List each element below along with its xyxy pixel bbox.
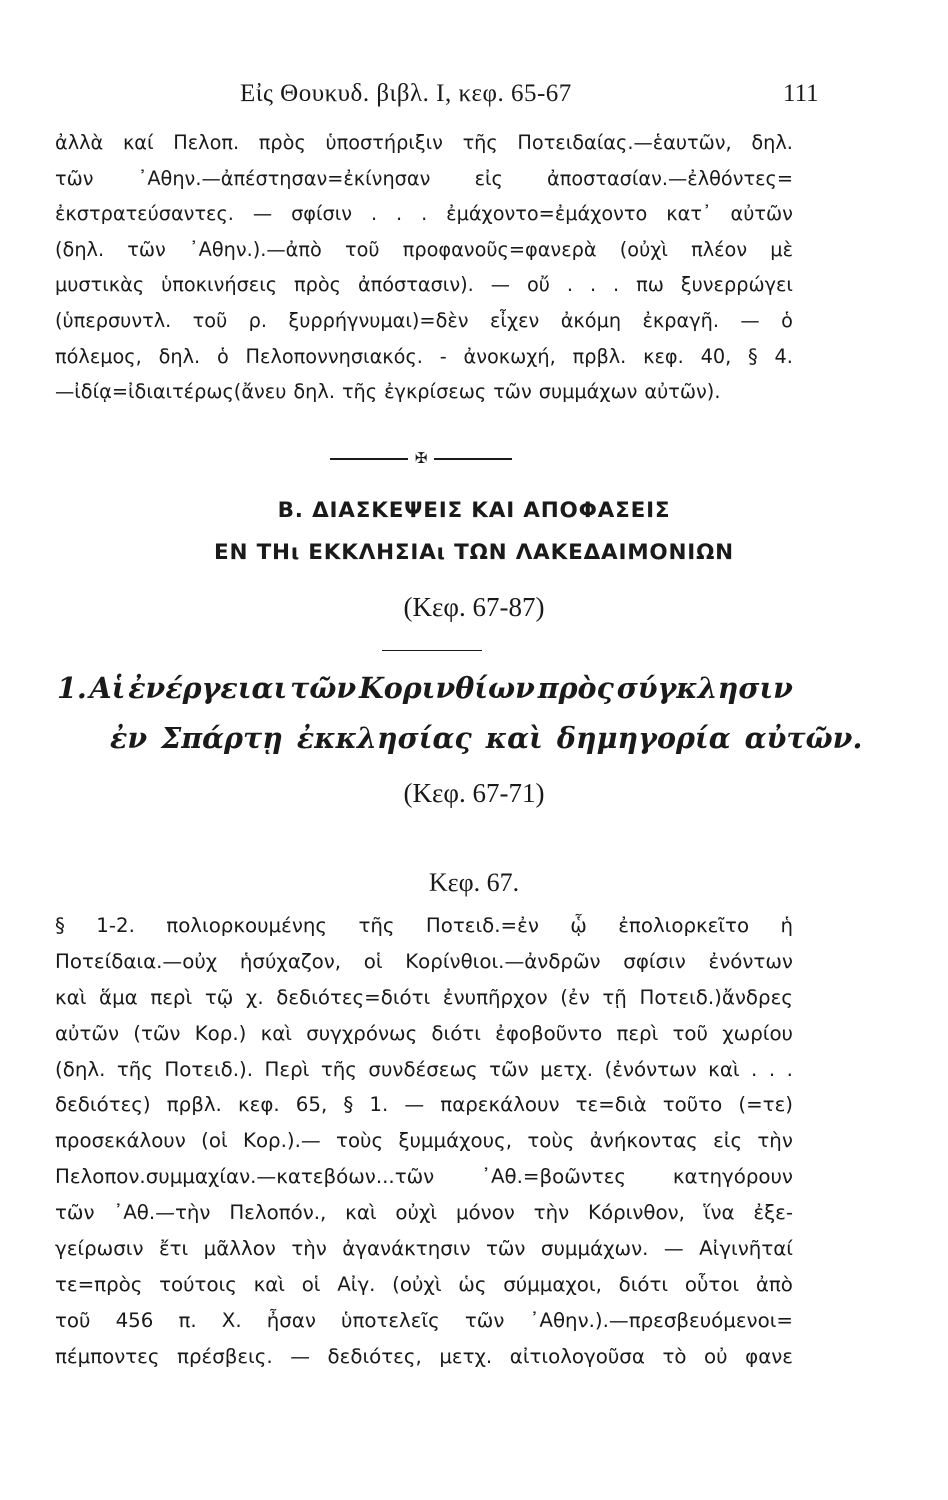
word: τῶν: [485, 1237, 526, 1261]
text-line: [55, 125, 793, 161]
word: κεφ.: [643, 344, 684, 368]
word: ᾿Αθ.—τὴν: [113, 1201, 211, 1225]
word: τῇ: [602, 985, 627, 1009]
title-word: 1.: [57, 671, 87, 705]
word: τούτοις: [159, 1272, 237, 1296]
word: (τῶν: [133, 1021, 181, 1045]
word: δεδιότες): [55, 1093, 151, 1117]
word: Ποτειδαίας.—ἑαυτῶν,: [517, 131, 732, 154]
word: καὶ: [708, 1057, 740, 1081]
word: ξυνερρώγει: [680, 273, 793, 297]
word: αὐτῶν).: [644, 380, 721, 404]
word: τὸ: [662, 1344, 687, 1368]
word: Αἰγ.: [337, 1272, 376, 1296]
word: τὴν: [533, 1201, 570, 1225]
word: κατηγόρουν: [672, 1165, 793, 1189]
word: (οὐχὶ: [619, 237, 668, 261]
subsection-title-line-1: [57, 671, 793, 705]
word: διότι: [431, 1021, 481, 1045]
word: Πελοποννησιακός.: [245, 344, 423, 368]
title-word: πρὸς: [537, 671, 614, 705]
word: ἀπὸ: [755, 1272, 793, 1296]
word: 1-2.: [96, 914, 135, 937]
word: ἐπολιορκεῖτο: [618, 914, 750, 937]
word: σφίσιν: [291, 202, 353, 226]
word: .: [613, 273, 620, 297]
word: §: [55, 914, 65, 937]
title-word: καὶ: [485, 721, 543, 755]
text-line: [55, 1267, 793, 1303]
word: εἰς: [474, 166, 503, 190]
text-line: [55, 1052, 793, 1088]
word: 65,: [295, 1093, 328, 1117]
word: Πελοπον.συμμαχίαν.—κατεβόων...τῶν: [55, 1165, 435, 1189]
word: —ἰδίᾳ=ἰδιαιτέρως(ἄνευ: [55, 380, 287, 404]
text-line: [55, 980, 793, 1016]
word: ᾧ: [570, 914, 587, 937]
word: (δηλ.: [55, 237, 105, 261]
word: πολιορκουμένης: [166, 914, 328, 937]
title-word: ἐν: [110, 721, 148, 755]
word: κατ᾿: [666, 202, 712, 226]
word: οὐ: [704, 1344, 728, 1368]
word: χωρίου: [722, 1021, 793, 1045]
word: Κορίνθιοι.—ἀνδρῶν: [405, 949, 601, 973]
text-line: [55, 908, 793, 944]
word: χ.: [245, 985, 264, 1009]
word: §: [748, 344, 758, 368]
word: καί: [122, 131, 154, 154]
word: (ὑπερσυντλ.: [55, 308, 172, 332]
word: μετχ.: [540, 1057, 594, 1081]
word: ὑποστήριξιν: [325, 131, 443, 154]
word: (ἐν: [560, 985, 590, 1009]
word: πέμποντες: [55, 1344, 160, 1368]
text-line: [55, 196, 793, 232]
word: τῶν: [127, 237, 166, 261]
text-line: [55, 374, 793, 410]
text-line: [55, 1231, 793, 1267]
word: Πελοπόν.,: [229, 1201, 327, 1225]
word: καὶ: [55, 985, 87, 1009]
word: τοὺς: [527, 1129, 575, 1153]
word: ὑποκινήσεις: [161, 273, 278, 297]
text-line: [55, 1339, 793, 1375]
word: .: [396, 202, 403, 226]
word: Πελοπ.: [173, 131, 240, 154]
text-line: [55, 1087, 793, 1123]
word: μετχ.: [439, 1344, 493, 1368]
word: ἅμα: [99, 985, 138, 1009]
word: δηλ.: [293, 380, 335, 404]
word: τῆς: [358, 914, 395, 937]
chapter-label: Κεφ. 67.: [428, 868, 520, 897]
word: Ποτείδαια.—οὐχ: [55, 949, 218, 973]
word: αἰτιολογοῦσα: [509, 1344, 645, 1368]
word: .: [370, 202, 378, 226]
word: οἱ: [363, 949, 383, 973]
word: ρ.: [248, 308, 268, 332]
subsection-title-line-2: [110, 721, 862, 755]
word: τε=διὰ: [575, 1093, 647, 1117]
word: τῶν: [55, 1201, 95, 1225]
word: τοῦτο: [662, 1093, 723, 1117]
text-line: [55, 303, 793, 339]
word: Κορ.).—: [242, 1129, 321, 1153]
section-heading-line-1: Β. ΔΙΑΣΚΕΨΕΙΣ ΚΑΙ ΑΠΟΦΑΣΕΙΣ: [277, 498, 671, 523]
ornamental-divider: [330, 449, 512, 467]
text-line: [55, 1303, 793, 1339]
word: —: [663, 1237, 684, 1261]
word: τὴν: [291, 1237, 327, 1261]
subsection-chapter-range: (Κεφ. 67-71): [403, 778, 545, 808]
word: τῶν: [55, 166, 94, 190]
word: —: [252, 202, 273, 226]
word: προσεκάλουν: [55, 1129, 186, 1153]
word: τῆς: [462, 131, 498, 154]
word: 4.: [774, 344, 793, 368]
title-word: Κορινθίων: [358, 671, 535, 705]
word: -: [439, 344, 447, 368]
word: ξυρρήγνυμαι)=δὲν: [288, 308, 469, 332]
word: ὁ: [781, 308, 793, 332]
word: (οὐχὶ: [392, 1272, 442, 1296]
word: 40,: [700, 344, 732, 368]
word: οὐχὶ: [395, 1201, 438, 1225]
word: οὗτοι: [684, 1272, 740, 1296]
word: τῆς: [320, 1057, 357, 1081]
word: πρβλ.: [572, 344, 627, 368]
word: .: [589, 273, 597, 297]
word: —: [740, 308, 760, 332]
word: συνδέσεως: [368, 1057, 478, 1081]
word: συμμάχων.: [540, 1237, 649, 1261]
title-word: αὐτῶν.: [744, 721, 863, 755]
word: ὡς: [458, 1272, 487, 1296]
word: αὐτῶν: [55, 1021, 120, 1045]
divider-rule-right: [434, 458, 512, 460]
word: τοῦ: [55, 1308, 91, 1332]
title-word: τῶν: [290, 671, 357, 705]
commentary-notes-top: [55, 125, 793, 410]
word: τε=πρὸς: [55, 1272, 143, 1296]
word: τὴν: [757, 1129, 793, 1153]
word: ἐνυπῆρχον: [442, 985, 548, 1009]
word: τῷ: [204, 985, 234, 1009]
text-line: [55, 1123, 793, 1159]
page-number: 111: [783, 80, 819, 107]
word: τῶν: [493, 380, 532, 404]
word: πω: [636, 273, 664, 297]
text-line: [55, 267, 793, 303]
text-line: [55, 1159, 793, 1195]
word: τῆς: [116, 1057, 153, 1081]
word: Κόρινθον,: [588, 1201, 685, 1225]
word: εἶχεν: [490, 308, 540, 332]
word: περὶ: [150, 985, 193, 1009]
word: οἱ: [301, 1272, 321, 1296]
word: Ποτειδ.=ἐν: [425, 914, 539, 937]
divider-rule-left: [330, 458, 408, 460]
word: ἀνοκωχή,: [463, 344, 556, 368]
title-word: Αἱ: [89, 671, 126, 705]
word: (ἐνόντων: [604, 1057, 697, 1081]
word: γείρωσιν: [55, 1237, 144, 1261]
text-line: [55, 161, 793, 197]
word: ἐφοβοῦντο: [495, 1021, 603, 1045]
word: 456: [115, 1308, 154, 1332]
word: αὐτῶν: [730, 202, 793, 226]
word: .: [786, 1057, 793, 1081]
text-line: [55, 1016, 793, 1052]
word: φανε: [745, 1344, 793, 1368]
word: .: [751, 1057, 758, 1081]
word: ἵνα: [703, 1201, 735, 1225]
word: μὲ: [770, 237, 793, 261]
section-chapter-range: (Κεφ. 67-87): [403, 592, 545, 622]
word: —: [290, 1344, 310, 1368]
running-title: Εἰς Θουκυδ. βιβλ. I, κεφ. 65-67: [240, 80, 572, 107]
word: προφανοῦς=φανερὰ: [402, 237, 597, 261]
word: σφίσιν: [623, 949, 686, 973]
word: ἔτι: [158, 1237, 189, 1261]
section-heading-line-2: ΕΝ ΤΗι ΕΚΚΛΗΣΙΑι ΤΩΝ ΛΑΚΕΔΑΙΜΟΝΙΩΝ: [214, 540, 734, 565]
word: τῆς: [341, 380, 378, 404]
word: (=τε): [738, 1093, 793, 1117]
word: ἀγανάκτησιν: [342, 1237, 471, 1261]
word: τῶν: [489, 1057, 529, 1081]
text-line: [55, 1195, 793, 1231]
word: .: [566, 273, 573, 297]
word: μᾶλλον: [203, 1237, 276, 1261]
title-word: ἐκκλησίας: [296, 721, 472, 755]
word: .: [768, 1057, 776, 1081]
word: περὶ: [616, 1021, 659, 1045]
word: ᾿Αθην.—ἀπέστησαν=ἐκίνησαν: [137, 166, 431, 190]
word: πρὸς: [258, 131, 306, 154]
word: ἡσύχαζον,: [239, 949, 342, 973]
word: ᾿Αθην.).—πρεσβευόμενοι=: [529, 1308, 793, 1332]
word: ἐμάχοντο=ἐμάχοντο: [446, 202, 648, 226]
word: Κορ.): [194, 1021, 247, 1045]
word: 1.: [369, 1093, 389, 1117]
short-rule: [382, 650, 482, 651]
word: ἀνήκοντας: [589, 1129, 698, 1153]
word: τοῦ: [192, 308, 228, 332]
word: ἐκραγῆ.: [642, 308, 719, 332]
word: π.: [178, 1308, 197, 1332]
word: Περὶ: [264, 1057, 310, 1081]
word: τῶν: [464, 1308, 505, 1332]
title-word: ἐνέργειαι: [128, 671, 288, 705]
word: ὁ: [216, 344, 229, 368]
text-line: [55, 232, 793, 268]
word: μόνον: [455, 1201, 515, 1225]
word: ἀλλὰ: [55, 131, 104, 154]
word: δηλ.: [158, 344, 201, 368]
word: —: [490, 273, 510, 297]
title-word: δημηγορία: [556, 721, 731, 755]
word: ὑποτελεῖς: [341, 1308, 440, 1332]
title-word: Σπάρτῃ: [161, 721, 283, 755]
word: Αἰγινῆταί: [699, 1237, 793, 1261]
word: μυστικὰς: [55, 273, 145, 297]
word: (οἱ: [201, 1129, 228, 1153]
word: ἐκστρατεύσαντες.: [55, 202, 234, 226]
word: §: [343, 1093, 354, 1117]
word: καὶ: [253, 1272, 285, 1296]
word: ἀκόμη: [560, 308, 622, 332]
word: πρὸς: [294, 273, 341, 297]
word: —: [404, 1093, 425, 1117]
word: .: [421, 202, 428, 226]
word: πρέσβεις.: [177, 1344, 273, 1368]
word: δεδιότες=διότι: [276, 985, 431, 1009]
word: (δηλ.: [55, 1057, 106, 1081]
word: παρεκάλουν: [440, 1093, 560, 1117]
word: καὶ: [260, 1021, 292, 1045]
text-line: [55, 944, 793, 980]
word: πόλεμος,: [55, 344, 142, 368]
running-head: [55, 80, 819, 120]
word: οὔ: [526, 273, 550, 297]
word: τοὺς: [336, 1129, 384, 1153]
word: συγχρόνως: [306, 1021, 418, 1045]
word: σύμμαχοι,: [503, 1272, 602, 1296]
word: τοῦ: [344, 237, 380, 261]
divider-ornament-icon: ✠: [414, 449, 428, 467]
word: πρβλ.: [166, 1093, 222, 1117]
word: δεδιότες,: [327, 1344, 422, 1368]
word: πλέον: [691, 237, 748, 261]
word: εἰς: [713, 1129, 743, 1153]
word: Χ.: [221, 1308, 242, 1332]
word: τοῦ: [672, 1021, 708, 1045]
word: καὶ: [345, 1201, 377, 1225]
word: ᾿Αθην.).—ἀπὸ: [189, 237, 322, 261]
word: ἀποστασίαν.—ἐλθόντες=: [547, 166, 793, 190]
word: ξυμμάχους,: [398, 1129, 512, 1153]
word: Ποτειδ.).: [164, 1057, 254, 1081]
commentary-notes-bottom: [55, 908, 793, 1375]
word: ἀπόστασιν).: [357, 273, 474, 297]
word: ἐξε-: [753, 1201, 793, 1225]
word: δηλ.: [751, 131, 793, 154]
word: Ποτειδ.)ἄνδρες: [639, 985, 793, 1009]
word: διότι: [618, 1272, 669, 1296]
text-line: [55, 339, 793, 375]
word: ἐνόντων: [708, 949, 793, 973]
word: ἐγκρίσεως: [384, 380, 487, 404]
word: ᾿Αθ.=βοῶντες: [481, 1165, 627, 1189]
word: ἡ: [780, 914, 793, 937]
word: συμμάχων: [538, 380, 638, 404]
word: ἦσαν: [266, 1308, 316, 1332]
word: κεφ.: [237, 1093, 280, 1117]
title-word: σύγκλησιν: [616, 671, 793, 705]
